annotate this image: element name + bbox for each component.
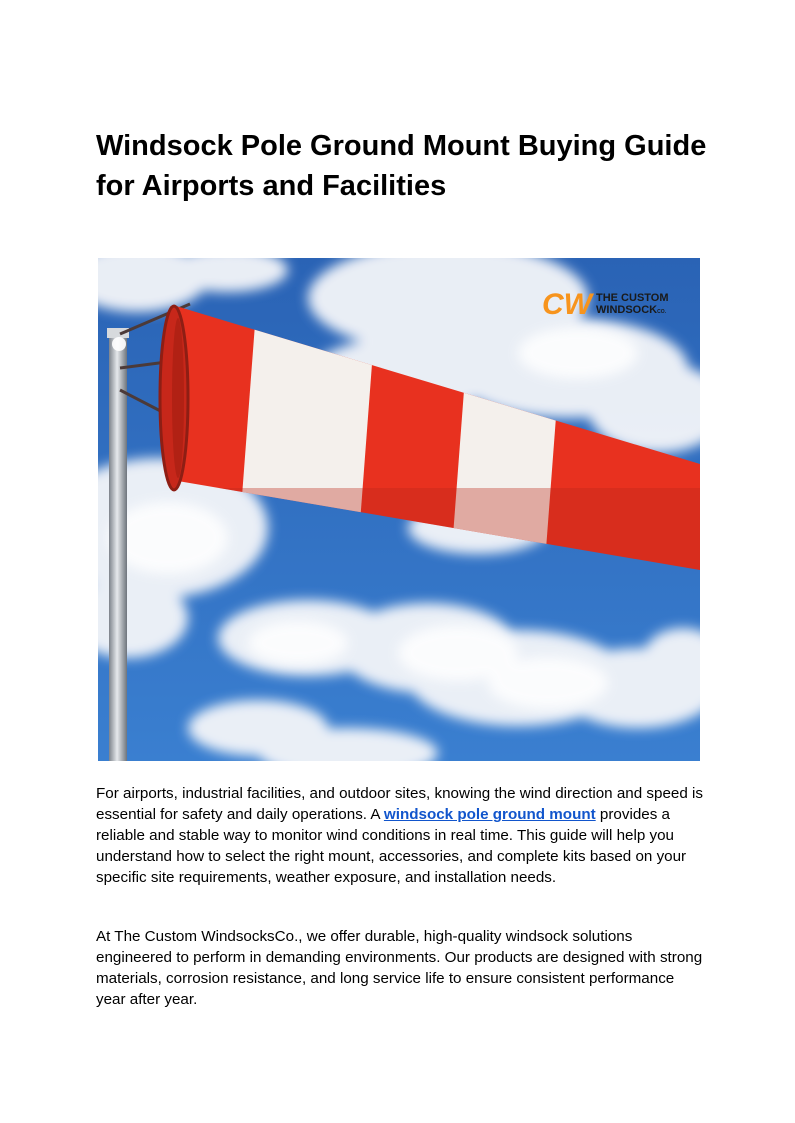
logo-mark: CW bbox=[542, 288, 592, 321]
logo-line-2: WINDSOCKCO. bbox=[596, 304, 666, 316]
windsock-pole-ground-mount-link[interactable]: windsock pole ground mount bbox=[383, 806, 596, 823]
hero-image-windsock bbox=[98, 258, 700, 761]
logo-line-1: THE CUSTOM bbox=[596, 292, 669, 304]
intro-text-after-link: provides a reliable and stable way to monitor wind conditions in real time. This guide will help you understand how to select the right mount, accessories, and complete kits based on your specific site requirements, weather exposure, and installation needs. bbox=[96, 806, 687, 886]
company-paragraph: At The Custom WindsocksCo., we offer durable, high-quality windsock solutions engineered to perform in demanding environments. Our products are designed with strong materials, corrosion resistance, and long service life to ensure consistent performance year after year. bbox=[96, 928, 703, 1008]
intro-text-before-link: For airports, industrial facilities, and outdoor sites, knowing the wind direction and speed is essential for safety and daily operations. A bbox=[96, 785, 703, 823]
page-title: Windsock Pole Ground Mount Buying Guide for Airports and Facilities bbox=[96, 130, 707, 202]
intro-paragraph bbox=[96, 783, 706, 888]
windsock-pole bbox=[109, 330, 127, 761]
